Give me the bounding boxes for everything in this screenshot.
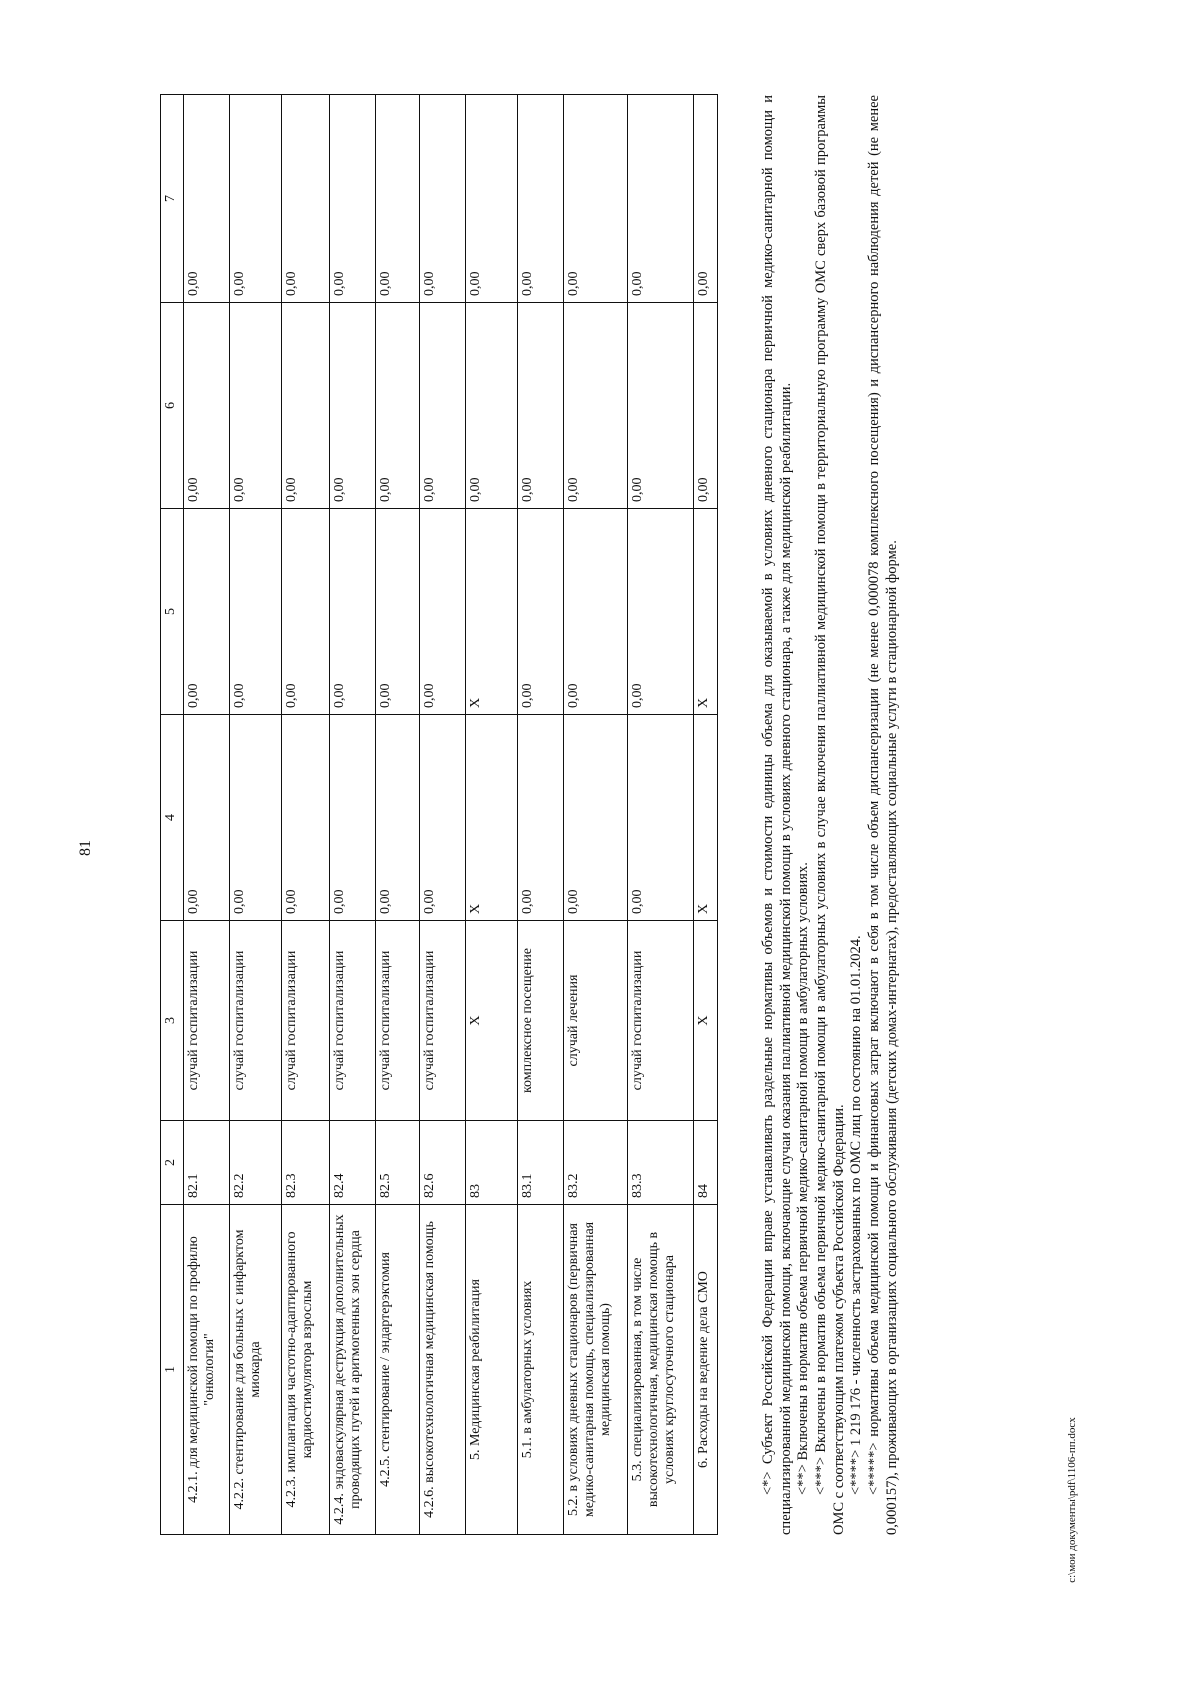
row-value: 0,00 <box>376 303 420 509</box>
footnote-4: <****> 1 219 176 - численность застрахованных по ОМС лиц по состоянию на 01.01.2024. <box>848 935 865 1495</box>
row-value: 0,00 <box>184 95 230 303</box>
table-row <box>466 95 518 1535</box>
row-value: 0,00 <box>466 95 518 303</box>
row-value: 0,00 <box>376 95 420 303</box>
table-row <box>694 95 718 1535</box>
row-value: 0,00 <box>184 303 230 509</box>
table-row <box>230 95 282 1535</box>
norms-table <box>160 94 718 1535</box>
row-unit: случай госпитализации <box>230 921 282 1121</box>
row-value: 0,00 <box>230 715 282 921</box>
table-row <box>282 95 330 1535</box>
table-row <box>330 95 376 1535</box>
row-unit: случай госпитализации <box>184 921 230 1121</box>
row-name: 5.3. специализированная, в том числе высокотехнологичная, медицинская помощь в условиях круглосуточного стационара <box>628 1205 694 1535</box>
header-cell: 6 <box>161 303 184 509</box>
row-value: 0,00 <box>230 95 282 303</box>
row-value: 0,00 <box>518 509 564 715</box>
row-value: 0,00 <box>564 509 628 715</box>
row-value: 0,00 <box>564 715 628 921</box>
row-unit: комплексное посещение <box>518 921 564 1121</box>
row-value: 0,00 <box>376 509 420 715</box>
footnote-1: <*> Субъект Российской Федерации вправе устанавливать раздельные нормативы объемов и стоимости единицы объема для оказываемой в условиях дневного стационара первичной медико-санитарной помощи и специализированной медицинской помощи, включающие случаи оказания паллиативной медицинской помощи в условиях дневного стационара, а также для медицинской реабилитации. <box>760 95 794 1535</box>
table-row <box>420 95 466 1535</box>
row-unit: случай госпитализации <box>282 921 330 1121</box>
row-code: 82.2 <box>230 1121 282 1205</box>
row-name: 5.2. в условиях дневных стационаров (первичная медико-санитарная помощь, специализированная медицинская помощь) <box>564 1205 628 1535</box>
row-value: Х <box>694 509 718 715</box>
table-row <box>184 95 230 1535</box>
row-unit: Х <box>466 921 518 1121</box>
row-name: 4.2.6. высокотехнологичная медицинская помощь <box>420 1205 466 1535</box>
row-code: 82.5 <box>376 1121 420 1205</box>
page-number: 81 <box>77 840 94 856</box>
header-cell: 7 <box>161 95 184 303</box>
row-code: 83.2 <box>564 1121 628 1205</box>
row-value: 0,00 <box>330 303 376 509</box>
row-unit: случай госпитализации <box>420 921 466 1121</box>
header-cell: 3 <box>161 921 184 1121</box>
row-unit: случай госпитализации <box>330 921 376 1121</box>
row-code: 83.1 <box>518 1121 564 1205</box>
footnote-3: <***> Включены в норматив объема первичной медико-санитарной помощи в амбулаторных условиях в случае включения паллиативной медицинской помощи в территориальную программу ОМС сверх базовой программы ОМС с соответствующим платежом субъекта Российской Федерации. <box>813 95 847 1535</box>
header-cell: 2 <box>161 1121 184 1205</box>
row-value: 0,00 <box>184 509 230 715</box>
row-name: 4.2.3. имплантация частотно-адаптированного кардиостимулятора взрослым <box>282 1205 330 1535</box>
row-value: 0,00 <box>420 95 466 303</box>
footnote-2: <**> Включены в норматив объема первичной медико-санитарной помощи в амбулаторных условиях. <box>795 862 812 1495</box>
row-value: 0,00 <box>330 509 376 715</box>
row-name: 5. Медицинская реабилитация <box>466 1205 518 1535</box>
row-value: 0,00 <box>230 509 282 715</box>
row-value: 0,00 <box>694 95 718 303</box>
row-value: Х <box>466 509 518 715</box>
row-code: 83 <box>466 1121 518 1205</box>
row-value: 0,00 <box>628 95 694 303</box>
row-name: 5.1. в амбулаторных условиях <box>518 1205 564 1535</box>
header-cell: 5 <box>161 509 184 715</box>
file-path: c:\мои документы\pdf\1106-пп.docx <box>1066 1417 1078 1583</box>
footnotes <box>760 95 902 1535</box>
row-code: 84 <box>694 1121 718 1205</box>
row-value: 0,00 <box>694 303 718 509</box>
row-name: 4.2.5. стентирование / эндартерэктомия <box>376 1205 420 1535</box>
row-value: 0,00 <box>420 509 466 715</box>
row-value: 0,00 <box>330 95 376 303</box>
row-unit: Х <box>694 921 718 1121</box>
row-unit: случай госпитализации <box>376 921 420 1121</box>
row-value: 0,00 <box>420 715 466 921</box>
landscape-content <box>160 95 1040 1535</box>
row-name: 4.2.2. стентирование для больных с инфарктом миокарда <box>230 1205 282 1535</box>
table-row <box>564 95 628 1535</box>
header-cell: 4 <box>161 715 184 921</box>
row-unit: случай лечения <box>564 921 628 1121</box>
table-row <box>518 95 564 1535</box>
table-row <box>628 95 694 1535</box>
row-value: 0,00 <box>330 715 376 921</box>
row-name: 4.2.4. эндоваскулярная деструкция дополнительных проводящих путей и аритмогенных зон сердца <box>330 1205 376 1535</box>
row-value: 0,00 <box>282 303 330 509</box>
row-value: 0,00 <box>466 303 518 509</box>
row-value: 0,00 <box>282 715 330 921</box>
row-code: 82.4 <box>330 1121 376 1205</box>
row-unit: случай госпитализации <box>628 921 694 1121</box>
row-value: 0,00 <box>518 95 564 303</box>
row-value: 0,00 <box>628 509 694 715</box>
row-name: 6. Расходы на ведение дела СМО <box>694 1205 718 1535</box>
row-code: 82.6 <box>420 1121 466 1205</box>
row-value: 0,00 <box>564 303 628 509</box>
table-row <box>376 95 420 1535</box>
row-value: 0,00 <box>628 715 694 921</box>
row-value: 0,00 <box>230 303 282 509</box>
row-code: 82.3 <box>282 1121 330 1205</box>
header-cell: 1 <box>161 1205 184 1535</box>
row-value: 0,00 <box>628 303 694 509</box>
table-header-row <box>161 95 184 1535</box>
row-value: 0,00 <box>518 715 564 921</box>
row-value: 0,00 <box>376 715 420 921</box>
row-value: 0,00 <box>282 509 330 715</box>
row-code: 82.1 <box>184 1121 230 1205</box>
row-value: 0,00 <box>420 303 466 509</box>
row-value: Х <box>466 715 518 921</box>
row-value: Х <box>694 715 718 921</box>
footnote-5: <*****> нормативы объема медицинской помощи и финансовых затрат включают в себя в том числе объем диспансеризации (не менее 0,000078 комплексного посещения) и диспансерного наблюдения детей (не менее 0,000157), проживающих в организациях социального обслуживания (детских домах-интернатах), предоставляющих социальные услуги в стационарной форме. <box>866 95 900 1535</box>
row-value: 0,00 <box>564 95 628 303</box>
row-value: 0,00 <box>184 715 230 921</box>
row-name: 4.2.1. для медицинской помощи по профилю "онкология" <box>184 1205 230 1535</box>
row-value: 0,00 <box>282 95 330 303</box>
row-value: 0,00 <box>518 303 564 509</box>
row-code: 83.3 <box>628 1121 694 1205</box>
